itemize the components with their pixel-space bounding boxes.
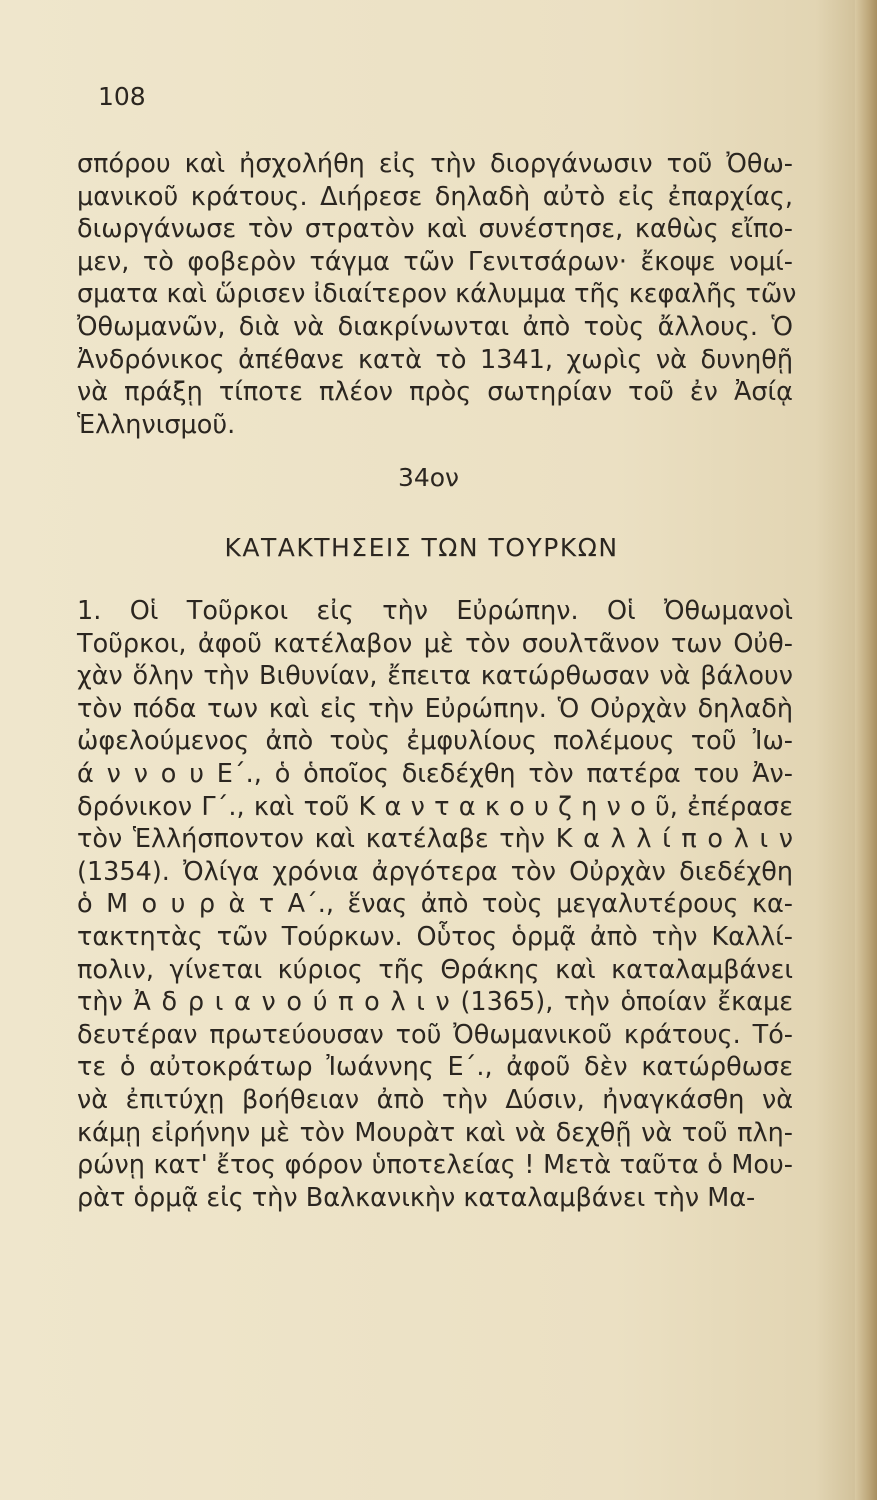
text-line: Ἑλληνισμοῦ. [77,409,236,440]
text-line: ὠφελούμενος ἀπὸ τοὺς ἐμφυλίους πολέμους τοῦ Ἰω- [77,726,793,757]
text-line: σπόρου καὶ ἠσχολήθη εἰς τὴν διοργάνωσιν τοῦ Ὀθω- [77,149,793,179]
chapter-title [0,533,877,562]
text-line: νὰ ἐπιτύχῃ βοήθειαν ἀπὸ τὴν Δύσιν, ἠναγκάσθη νὰ [77,1084,793,1115]
text-line: ρὰτ ὁρμᾷ εἰς τὴν Βαλκανικὴν καταλαμβάνει τὴν Μα- [77,1182,756,1213]
text-line: Τοῦρκοι, ἀφοῦ κατέλαβον μὲ τὸν σουλτᾶνον των Οὐθ- [77,628,793,659]
text-line: μανικοῦ κράτους. Διήρεσε δηλαδὴ αὐτὸ εἰς ἐπαρχίας, [77,181,793,212]
text-line: δρόνικον Γ΄., καὶ τοῦ Κ α ν τ α κ ο υ ζ η ν ο ῦ, ἐπέρασε [77,791,793,822]
text-line: Ὀθωμανῶν, διὰ νὰ διακρίνωνται ἀπὸ τοὺς ἄλλους. Ὁ [77,311,793,342]
text-line: (1354). Ὀλίγα χρόνια ἀργότερα τὸν Οὐρχὰν διεδέχθη [77,856,793,887]
text-line: ά ν ν ο υ Ε΄., ὁ ὁποῖος διεδέχθη τὸν πατέρα του Ἀν- [77,758,793,789]
chapter-title-text: ΚΑΤΑΚΤΗΣΕΙΣ ΤΩΝ ΤΟΥΡΚΩΝ [224,533,619,562]
text-line: 1. Οἱ Τοῦρκοι εἰς τὴν Εὐρώπην. Οἱ Ὀθωμανοὶ [77,596,793,626]
text-line: τακτητὰς τῶν Τούρκων. Οὗτος ὁρμᾷ ἀπὸ τὴν Καλλί- [77,921,793,952]
paragraph-2 [77,595,793,1214]
text-line: ρώνῃ κατ' ἔτος φόρον ὑποτελείας ! Μετὰ ταῦτα ὁ Μου- [77,1150,793,1181]
text-line: χὰν ὅλην τὴν Βιθυνίαν, ἔπειτα κατώρθωσαν νὰ βάλουν [77,661,793,692]
chapter-number [0,463,877,492]
page-edge [855,0,877,1500]
text-line: Ἀνδρόνικος ἀπέθανε κατὰ τὸ 1341, χωρὶς νὰ δυνηθῇ [77,344,793,375]
page-number: 108 [98,82,146,111]
text-line: ὁ Μ ο υ ρ ὰ τ Α΄., ἕνας ἀπὸ τοὺς μεγαλυτέρους κα- [77,889,793,920]
text-line: νὰ πράξῃ τίποτε πλέον πρὸς σωτηρίαν τοῦ ἐν Ἀσίᾳ [77,377,793,408]
text-line: σματα καὶ ὥρισεν ἰδιαίτερον κάλυμμα τῆς κεφαλῆς τῶν [77,279,797,310]
text-line: τε ὁ αὐτοκράτωρ Ἰωάννης Ε΄., ἀφοῦ δὲν κατώρθωσε [77,1052,793,1083]
text-line: διωργάνωσε τὸν στρατὸν καὶ συνέστησε, καθὼς εἴπο- [77,214,793,245]
text-line: δευτέραν πρωτεύουσαν τοῦ Ὀθωμανικοῦ κράτους. Τό- [77,1019,793,1050]
text-line: τὸν πόδα των καὶ εἰς τὴν Εὐρώπην. Ὁ Οὐρχὰν δηλαδὴ [77,693,793,724]
text-line: τὸν Ἑλλήσποντον καὶ κατέλαβε τὴν Κ α λ λ ί π ο λ ι ν [77,824,793,855]
text-line: κάμῃ εἰρήνην μὲ τὸν Μουρὰτ καὶ νὰ δεχθῇ νὰ τοῦ πλη- [77,1117,793,1148]
text-line: τὴν Ἀ δ ρ ι α ν ο ύ π ο λ ι ν (1365), τὴν ὁποίαν ἔκαμε [77,987,793,1018]
text-line: μεν, τὸ φοβερὸν τάγμα τῶν Γενιτσάρων· ἔκοψε νομί- [77,246,793,277]
paragraph-1 [77,148,797,441]
chapter-number-text: 34ον [397,463,460,492]
text-line: πολιν, γίνεται κύριος τῆς Θράκης καὶ καταλαμβάνει [77,954,793,985]
